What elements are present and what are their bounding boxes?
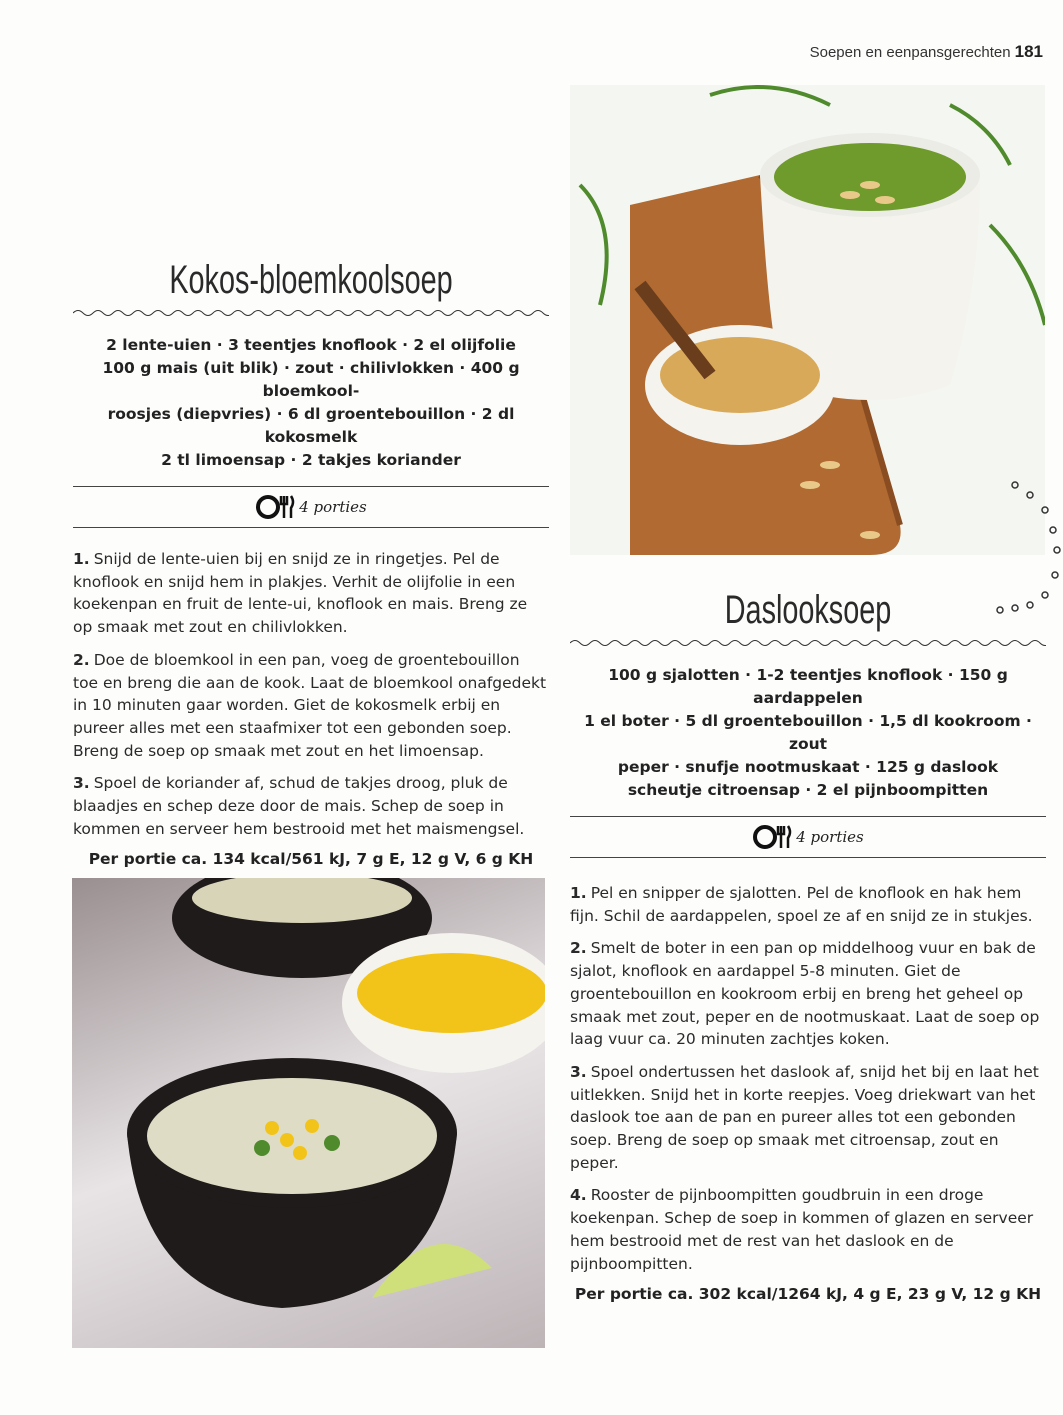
step: 4. Rooster de pijnboompitten goudbruin in een droge koekenpan. Schep de soep in kommen of glazen en serveer hem bestrooid met de rest van het daslook en de pijnboompitten. [570,1186,1034,1273]
kokos-bloemkoolsoep-illustration [72,878,545,1348]
step: 3. Spoel de koriander af, schud de takjes droog, pluk de blaadjes en schep deze door de mais. Schep de soep in kommen en serveer hem bestrooid met het maismengsel. [73,774,525,838]
divider [73,527,549,528]
step: 2. Doe de bloemkool in een pan, voeg de groentebouillon toe en breng die aan de kook. Laat de bloemkool onafgedekt in 10 minuten gaar worden. Giet de kokosmelk erbij en pureer alles met een staafmixer tot een gebonden soep. Breng de soep op smaak met zout en het limoensap. [73,650,547,760]
portions [73,487,549,527]
recipe-title: Kokos-bloemkoolsoep [169,258,453,302]
recipe-daslooksoep [570,588,1046,1303]
ingredient-line: scheutje citroensap · 2 el pijnboompitten [627,781,989,799]
photo-daslooksoep [570,85,1045,555]
recipe-title: Daslooksoep [724,588,892,632]
nutrition-info: Per portie ca. 134 kcal/561 kJ, 7 g E, 12 g V, 6 g KH [88,850,534,869]
step: 1. Snijd de lente-uien bij en snijd ze in ringetjes. Pel de knoflook en snijd hem in plakjes. Verhit de olijfolie in een koekenpan en fruit de lente-ui, knoflook en mais. Breng ze op smaak met zout en chilivlokken. [73,550,528,637]
plate-cutlery-icon [752,823,792,851]
ingredient-line: 2 lente-uien · 3 teentjes knoflook · 2 el olijfolie [106,336,516,354]
step: 2. Smelt de boter in een pan op middelhoog vuur en bak de sjalot, knoflook en aardappel 5-8 minuten. Giet de groentebouillon en kookroom erbij en breng het geheel op smaak met zout, peper en de nootmuskaat. Laat de soep op laag vuur ca. 20 minuten zachtjes koken. [570,939,1040,1049]
plate-cutlery-icon [255,493,295,521]
ingredient-line: peper · snufje nootmuskaat · 125 g daslook [617,758,999,776]
wavy-divider [73,308,549,318]
portions-text: 4 porties [796,828,864,846]
ingredient-line: 100 g mais (uit blik) · zout · chilivlokken · 400 g bloemkool- [102,359,520,400]
ingredient-line: roosjes (diepvries) · 6 dl groentebouillon · 2 dl kokosmelk [107,405,515,446]
ingredient-line: 2 tl limoensap · 2 takjes koriander [161,451,461,469]
photo-kokos-bloemkoolsoep [72,878,545,1348]
ingredients [570,664,1046,802]
ingredients [73,334,549,472]
recipe-kokos-bloemkoolsoep [73,258,549,868]
nutrition-info: Per portie ca. 302 kcal/1264 kJ, 4 g E, 23 g V, 12 g KH [574,1285,1042,1304]
portions-text: 4 porties [299,498,367,516]
page-number: 181 [1014,42,1043,61]
ingredient-line: 1 el boter · 5 dl groentebouillon · 1,5 dl kookroom · zout [584,712,1032,753]
section-title: Soepen en eenpansgerechten [809,44,1011,61]
step: 1. Pel en snipper de sjalotten. Pel de knoflook en hak hem fijn. Schil de aardappelen, spoel ze af en snijd ze in stukjes. [570,884,1033,925]
wavy-divider [570,638,1046,648]
ingredient-line: 100 g sjalotten · 1-2 teentjes knoflook · 150 g aardappelen [608,666,1008,707]
divider [570,857,1046,858]
running-header [810,42,1043,62]
daslooksoep-illustration [570,85,1045,555]
portions [570,817,1046,857]
step: 3. Spoel ondertussen het daslook af, snijd het bij en laat het uitlekken. Snijd het in korte reepjes. Voeg driekwart van het daslook toe aan de pan en pureer alles tot een gebonden soep. Breng de soep op smaak met citroensap, zout en peper. [570,1062,1039,1172]
